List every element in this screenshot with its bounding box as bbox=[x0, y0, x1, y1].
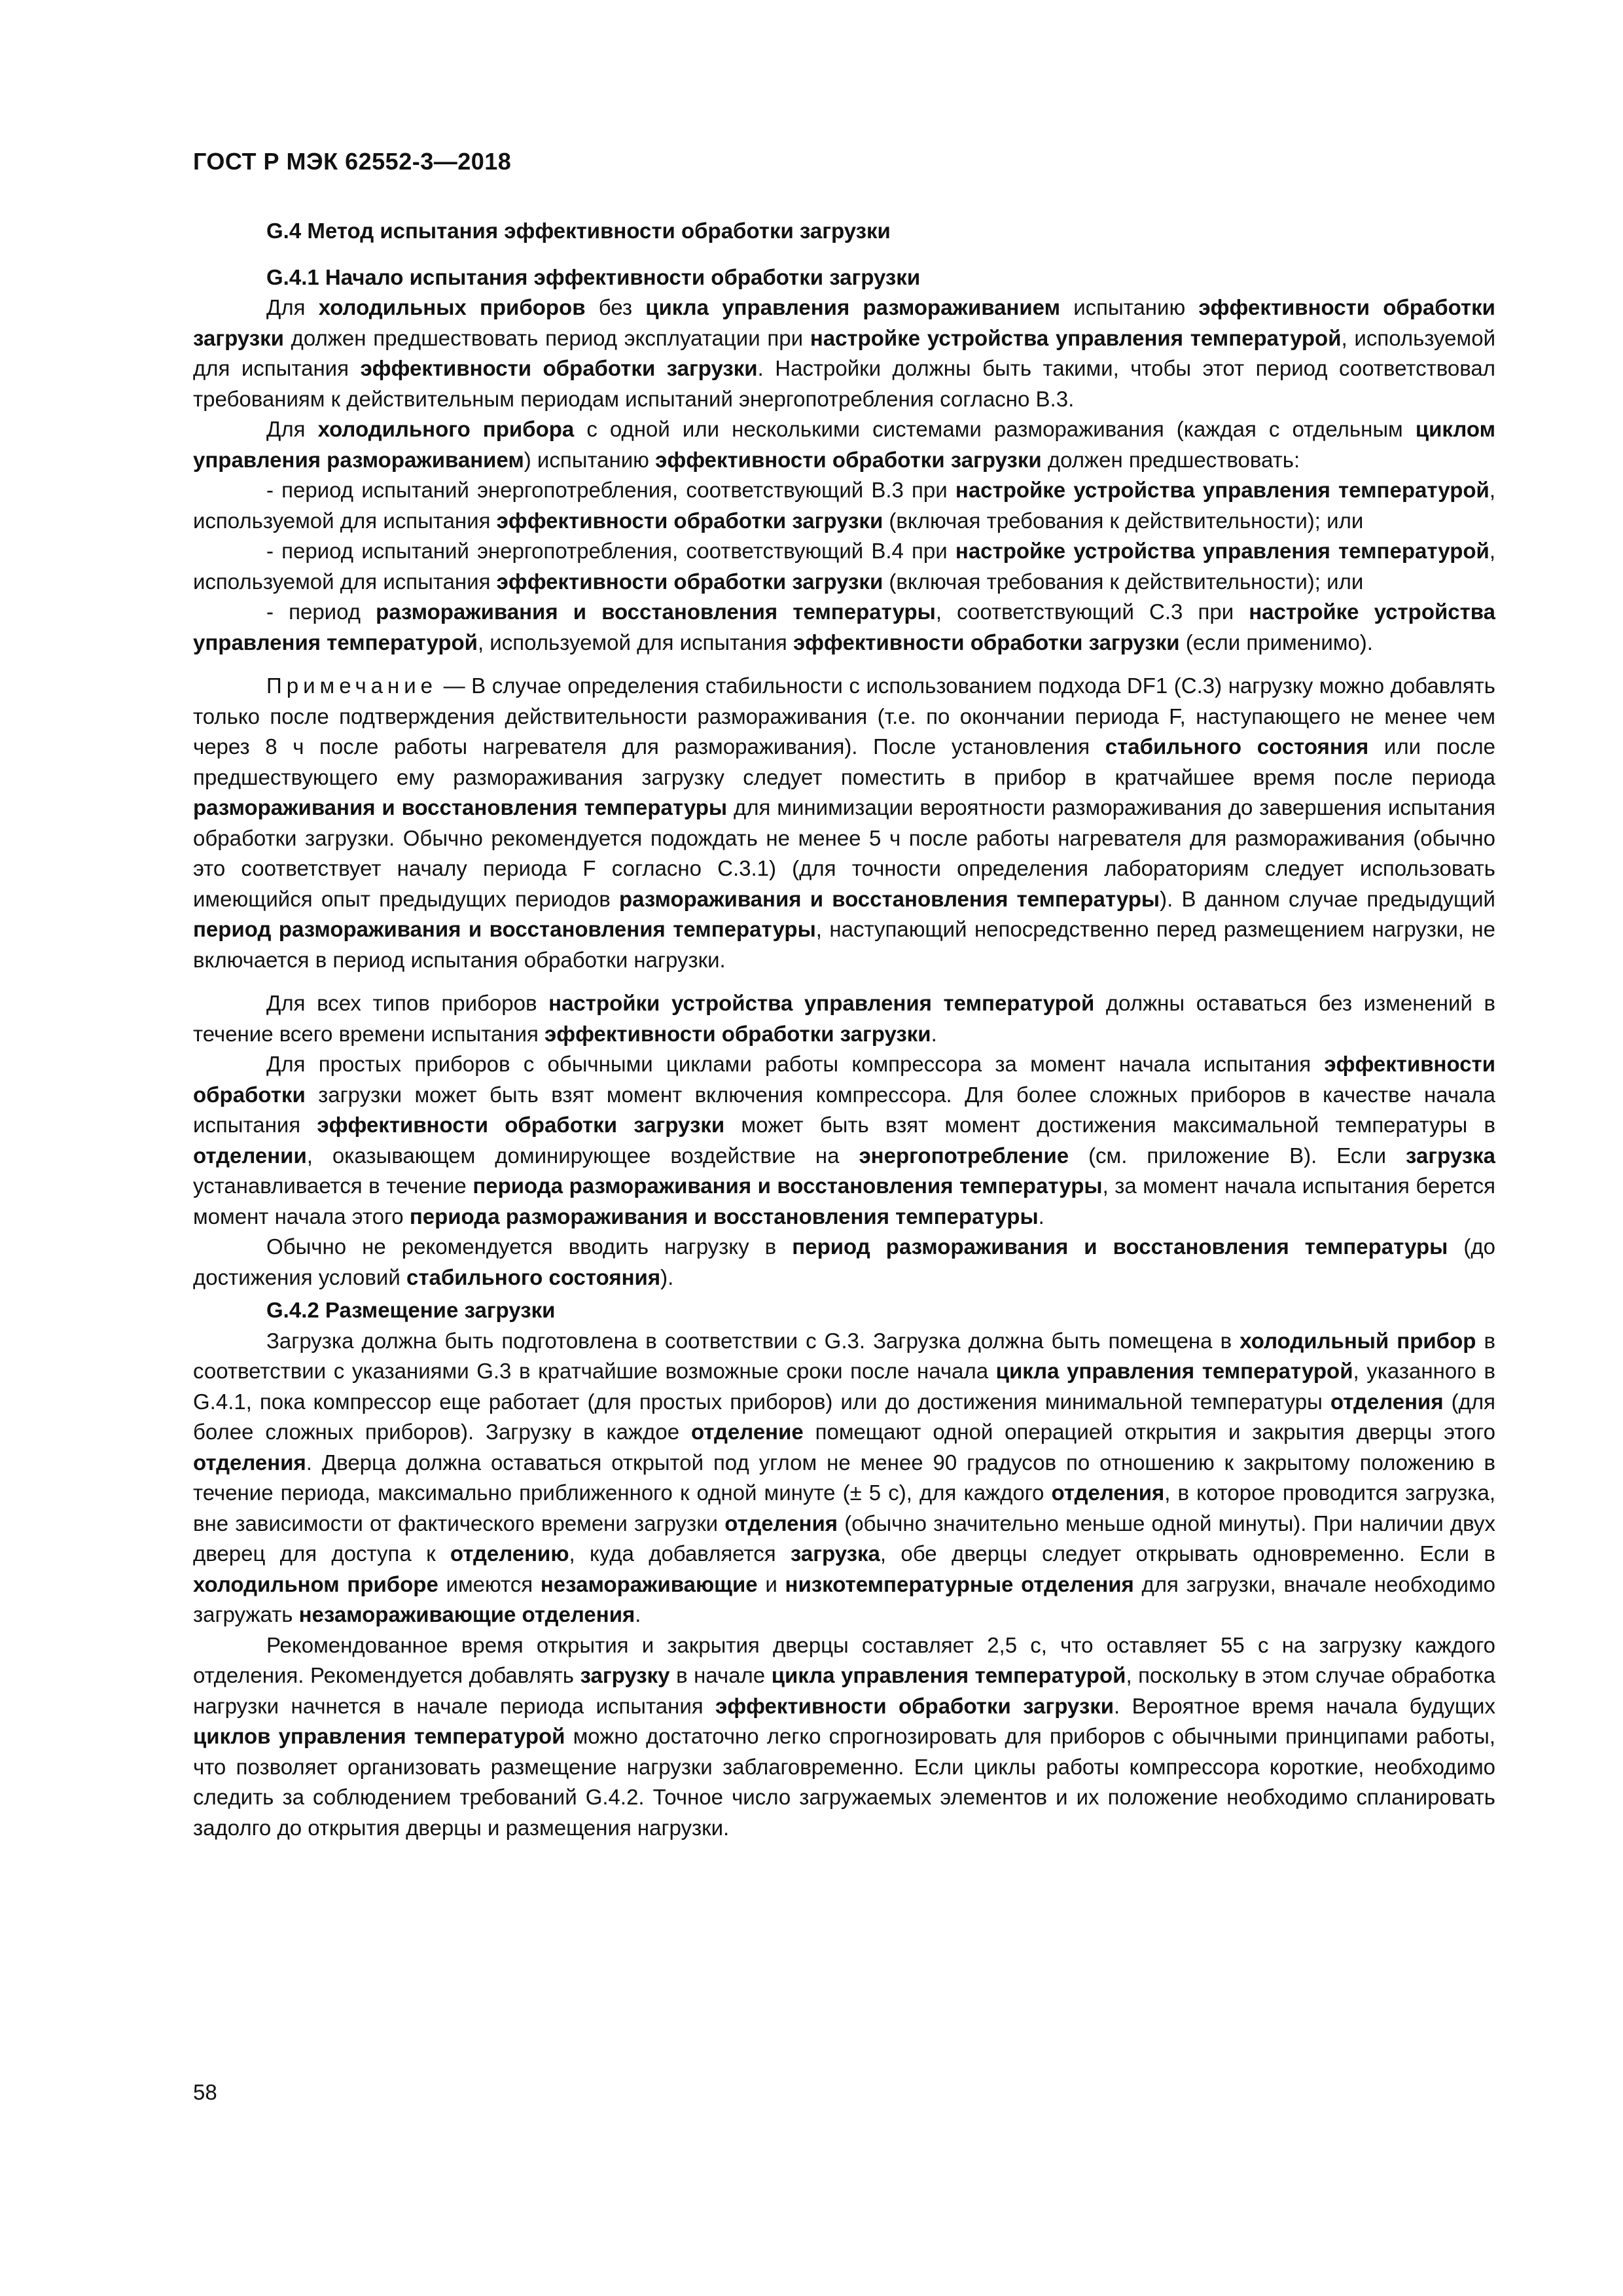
bold-term: незамораживающие отделения bbox=[298, 1602, 635, 1626]
text-run: , используемой для испытания bbox=[477, 630, 793, 655]
bold-term: отделения bbox=[1051, 1480, 1165, 1505]
text-run: . bbox=[931, 1021, 937, 1046]
text-run: - период испытаний энергопотребления, соответствующий В.4 при bbox=[266, 539, 955, 563]
text-run: , используемой для испытания bbox=[193, 539, 1495, 594]
note-label: Примечание bbox=[266, 673, 438, 698]
list-item bbox=[193, 597, 1495, 658]
text-run: , поскольку в этом случае обработка нагрузки начнется в начале периода испытания bbox=[193, 1663, 1495, 1718]
text-run: . bbox=[635, 1602, 641, 1626]
subsection-title-g42: G.4.2 Размещение загрузки bbox=[266, 1298, 556, 1322]
bold-term: цикла управления температурой bbox=[771, 1663, 1126, 1687]
text-run: (если применимо). bbox=[1179, 630, 1373, 655]
bold-term: эффективности обработки загрузки bbox=[715, 1693, 1115, 1718]
list-item bbox=[193, 475, 1495, 536]
text-run: , обе дверцы следует открывать одновременно. Если в bbox=[880, 1541, 1495, 1566]
text-run: - период bbox=[266, 600, 376, 624]
bold-term: эффективности обработки загрузки bbox=[360, 356, 758, 380]
text-run: (см. приложение В). Если bbox=[1069, 1143, 1406, 1168]
subsection-title-g41: G.4.1 Начало испытания эффективности обработки загрузки bbox=[266, 264, 921, 289]
bold-term: загрузку bbox=[580, 1663, 670, 1687]
bold-term: циклом управления размораживанием bbox=[193, 417, 1495, 472]
bold-term: стабильного состояния bbox=[1105, 734, 1369, 759]
text-run: Для bbox=[266, 417, 318, 441]
text-run: должен предшествовать: bbox=[1041, 447, 1300, 472]
text-run: в начале bbox=[669, 1663, 772, 1687]
bold-term: размораживания и восстановления температуры bbox=[619, 886, 1160, 911]
text-run: Для bbox=[266, 295, 319, 319]
text-run: (для более сложных приборов). Загрузку в каждое bbox=[193, 1389, 1495, 1444]
text-run: . Вероятное время начала будущих bbox=[1114, 1693, 1495, 1718]
document-header: ГОСТ Р МЭК 62552-3—2018 bbox=[193, 148, 512, 175]
text-run: Загрузка должна быть подготовлена в соответствии с G.3. Загрузка должна быть помещена в bbox=[266, 1328, 1240, 1353]
paragraph bbox=[193, 293, 1495, 414]
section-title: G.4 Метод испытания эффективности обработки загрузки bbox=[266, 219, 891, 243]
text-run: для минимизации вероятности размораживания до завершения испытания обработки загрузки. Обычно рекомендуется подождать не менее 5 ч после работы нагревателя для размораживания (обычно это соответствует началу периода F согласно С.3.1) (для точности определения лабораториям следует использовать имеющийся опыт предыдущих периодов bbox=[193, 795, 1495, 911]
text-run: (включая требования к действительности); или bbox=[883, 569, 1364, 594]
text-run: помещают одной операцией открытия и закрытия дверцы этого bbox=[803, 1420, 1495, 1444]
bold-term: настройки устройства управления температурой bbox=[548, 991, 1095, 1015]
text-run: Для простых приборов с обычными циклами работы компрессора за момент начала испытания bbox=[266, 1052, 1325, 1076]
text-run: имеются bbox=[438, 1571, 541, 1596]
bold-term: холодильных приборов bbox=[318, 295, 586, 319]
bold-term: эффективности обработки загрузки bbox=[317, 1113, 725, 1137]
bold-term: холодильном приборе bbox=[193, 1571, 438, 1596]
bold-term: отделению bbox=[450, 1541, 569, 1566]
bold-term: отделение bbox=[690, 1420, 804, 1444]
bold-term: настройке устройства управления температурой bbox=[955, 478, 1489, 502]
bold-term: период размораживания и восстановления температуры bbox=[193, 917, 816, 941]
paragraph bbox=[193, 1326, 1495, 1630]
text-run: должны оставаться без изменений в течение всего времени испытания bbox=[193, 991, 1496, 1046]
bold-term: цикла управления размораживанием bbox=[645, 295, 1060, 319]
text-run: , в которое проводится загрузка, вне зависимости от фактического времени загрузки bbox=[193, 1480, 1495, 1535]
page-number: 58 bbox=[193, 2080, 217, 2104]
bold-term: размораживания и восстановления температуры bbox=[376, 600, 936, 624]
paragraph bbox=[193, 988, 1495, 1049]
text-run: (включая требования к действительности); или bbox=[883, 508, 1364, 533]
text-run: , наступающий непосредственно перед размещением нагрузки, не включается в период испытания обработки нагрузки. bbox=[193, 917, 1496, 972]
bold-term: отделения bbox=[193, 1450, 306, 1475]
text-run: должен предшествовать период эксплуатации при bbox=[283, 325, 810, 350]
text-run: без bbox=[585, 295, 646, 319]
text-run: может быть взят момент достижения максимальной температуры в bbox=[724, 1113, 1495, 1137]
text-run: испытанию bbox=[1060, 295, 1199, 319]
bold-term: низкотемпературные отделения bbox=[785, 1571, 1134, 1596]
text-run: - период испытаний энергопотребления, соответствующий В.3 при bbox=[266, 478, 955, 502]
text-run: ). В данном случае предыдущий bbox=[1160, 886, 1495, 911]
text-run: с одной или несколькими системами размораживания (каждая с отдельным bbox=[574, 417, 1416, 441]
text-run: , указанного в G.4.1, пока компрессор еще работает (для простых приборов) или до достижения минимальной температуры bbox=[193, 1359, 1495, 1414]
bold-term: период размораживания и восстановления температуры bbox=[792, 1234, 1448, 1259]
bold-term: эффективности обработки загрузки bbox=[544, 1021, 931, 1046]
bold-term: размораживания и восстановления температуры bbox=[193, 795, 728, 819]
text-run: загрузки может быть взят момент включения компрессора. Для более сложных приборов в качестве начала испытания bbox=[193, 1082, 1495, 1137]
text-run: — В случае определения стабильности с использованием подхода DF1 (С.3) нагрузку можно добавлять только после подтверждения действительности размораживания (т.е. по окончании периода F, наступающего не менее чем через 8 ч после работы нагревателя для размораживания). После установления bbox=[193, 673, 1495, 759]
bold-term: отделения bbox=[1330, 1389, 1444, 1414]
bold-term: эффективности обработки загрузки bbox=[496, 569, 883, 594]
text-run: . Настройки должны быть такими, чтобы этот период соответствовал требованиям к действительным периодам испытаний энергопотребления согласно В.3. bbox=[193, 356, 1495, 411]
text-run: ) испытанию bbox=[524, 447, 656, 472]
text-run: ). bbox=[660, 1265, 674, 1289]
bold-term: эффективности обработки загрузки bbox=[496, 508, 883, 533]
bold-term: холодильного прибора bbox=[317, 417, 575, 441]
bold-term: настройке устройства управления температурой bbox=[193, 600, 1495, 655]
text-run: Для всех типов приборов bbox=[266, 991, 549, 1015]
bold-term: настройке устройства управления температурой bbox=[955, 539, 1489, 563]
text-run: устанавливается в течение bbox=[193, 1174, 473, 1198]
bold-term: отделении bbox=[193, 1143, 307, 1168]
bold-term: периода размораживания и восстановления температуры bbox=[473, 1174, 1103, 1198]
text-run: , за момент начала испытания берется момент начала этого bbox=[193, 1174, 1495, 1229]
text-run: и bbox=[757, 1571, 785, 1596]
bold-term: незамораживающие bbox=[540, 1571, 758, 1596]
text-run: Рекомендованное время открытия и закрытия дверцы составляет 2,5 с, что оставляет 55 с на загрузку каждого отделения. Рекомендуется добавлять bbox=[193, 1632, 1495, 1687]
text-run: (обычно значительно меньше одной минуты). При наличии двух дверец для доступа к bbox=[193, 1511, 1495, 1566]
list-item bbox=[193, 536, 1495, 597]
text-run: или после предшествующего ему размораживания загрузку следует поместить в прибор в кратчайшее время после периода bbox=[193, 734, 1496, 789]
paragraph bbox=[193, 414, 1495, 475]
bold-term: холодильный прибор bbox=[1240, 1328, 1476, 1353]
bold-term: цикла управления температурой bbox=[995, 1359, 1353, 1383]
bold-term: энергопотребление bbox=[859, 1143, 1069, 1168]
text-run: , используемой для испытания bbox=[193, 478, 1495, 533]
text-run: в соответствии с указаниями G.3 в кратчайшие возможные сроки после начала bbox=[193, 1328, 1496, 1383]
bold-term: отделения bbox=[724, 1511, 838, 1535]
bold-term: настройке устройства управления температурой bbox=[810, 325, 1342, 350]
paragraph bbox=[193, 1630, 1495, 1844]
text-run: , соответствующий С.3 при bbox=[935, 600, 1249, 624]
text-run: , используемой для испытания bbox=[193, 325, 1496, 380]
text-run: . Дверца должна оставаться открытой под углом не менее 90 градусов по отношению к закрытому положению в течение периода, максимально приближенного к одной минуте (± 5 с), для каждого bbox=[193, 1450, 1495, 1505]
text-run: . bbox=[1038, 1204, 1044, 1229]
text-run: , оказывающем доминирующее воздействие на bbox=[306, 1143, 859, 1168]
bold-term: загрузка bbox=[790, 1541, 880, 1566]
text-run: можно достаточно легко спрогнозировать для приборов с обычными принципами работы, что позволяет организовать размещение нагрузки заблаговременно. Если циклы работы компрессора короткие, необходимо следить за соблюдением требований G.4.2. Точное число загружаемых элементов и их положение необходимо спланировать задолго до открытия дверцы и размещения нагрузки. bbox=[193, 1724, 1495, 1840]
paragraph bbox=[193, 1049, 1495, 1232]
bold-term: эффективности обработки bbox=[193, 1052, 1495, 1107]
text-run: , куда добавляется bbox=[569, 1541, 791, 1566]
text-run: (до достижения условий bbox=[193, 1234, 1496, 1289]
note-paragraph bbox=[193, 671, 1495, 975]
bold-term: циклов управления температурой bbox=[193, 1724, 565, 1748]
bold-term: эффективности обработки загрузки bbox=[655, 447, 1042, 472]
bold-term: эффективности обработки загрузки bbox=[793, 630, 1180, 655]
document-body bbox=[193, 216, 1495, 1843]
bold-term: эффективности обработки загрузки bbox=[193, 295, 1495, 350]
bold-term: периода размораживания и восстановления температуры bbox=[409, 1204, 1039, 1229]
bold-term: загрузка bbox=[1406, 1143, 1495, 1168]
bold-term: стабильного состояния bbox=[406, 1265, 661, 1289]
text-run: для загрузки, вначале необходимо загружать bbox=[193, 1571, 1495, 1626]
text-run: Обычно не рекомендуется вводить нагрузку в bbox=[266, 1234, 793, 1259]
paragraph bbox=[193, 1232, 1495, 1293]
